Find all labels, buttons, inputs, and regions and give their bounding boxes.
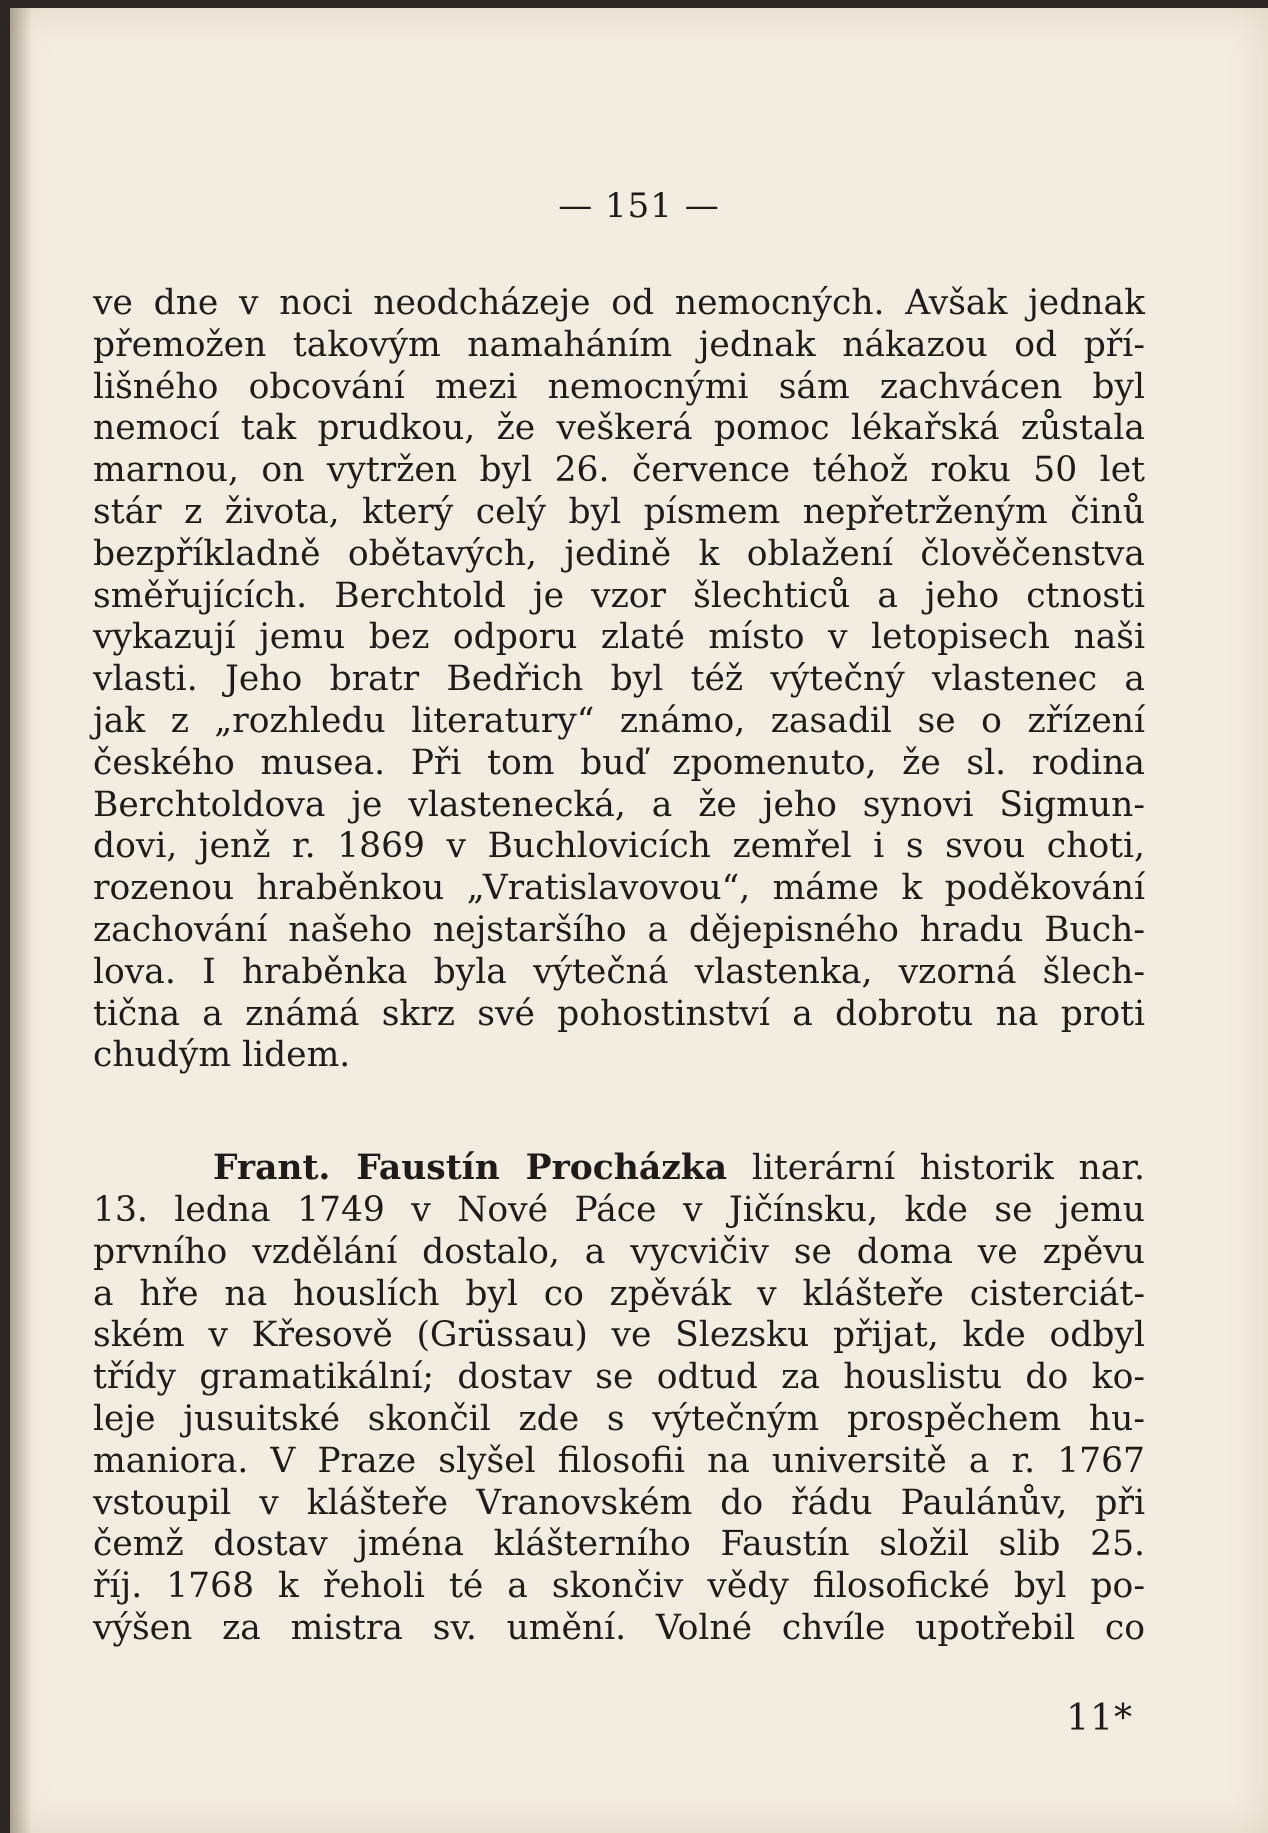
- text-line: chudým lidem.: [93, 1035, 351, 1076]
- text-line: lova. I hraběnka byla výtečná vlastenka, vzorná šlech-: [93, 951, 1145, 992]
- text-line: českého musea. Při tom buď zpomenuto, že sl. rodina: [93, 742, 1145, 783]
- text-line: lišného obcování mezi nemocnými sám zachvácen byl: [93, 366, 1145, 407]
- text-line: směřujících. Berchtold je vzor šlechticů a jeho ctnosti: [93, 575, 1145, 616]
- text-line: bezpříkladně obětavých, jedině k oblažení člověčenstva: [93, 533, 1145, 574]
- text-line: čemž dostav jména klášterního Faustín složil slib 25.: [93, 1524, 1145, 1565]
- text-line: výšen za mistra sv. umění. Volné chvíle upotřebil co: [93, 1607, 1145, 1648]
- text-line: ském v Křesově (Grüssau) ve Slezsku přijat, kde odbyl: [93, 1315, 1145, 1356]
- text-line-first: [93, 1148, 1145, 1190]
- text-line: prvního vzdělání dostalo, a vycvičiv se doma ve zpěvu: [93, 1231, 1145, 1272]
- signature-mark: 11*: [1066, 1698, 1133, 1739]
- text-line: vlasti. Jeho bratr Bedřich byl též výtečný vlastenec a: [93, 659, 1145, 700]
- text-line: jak z „rozhledu literatury“ známo, zasadil se o zřízení: [93, 700, 1145, 741]
- text-line: maniora. V Praze slyšel filosofii na universitě a r. 1767: [93, 1440, 1145, 1481]
- text-line: přemožen takovým namaháním jednak nákazou od pří-: [93, 324, 1145, 365]
- text-line: ve dne v noci neodcházeje od nemocných. Avšak jednak: [93, 283, 1145, 323]
- book-page: [10, 8, 1268, 1833]
- text-fragment: literární historik nar.: [727, 1148, 1145, 1189]
- text-line: vstoupil v klášteře Vranovském do řádu Paulánův, při: [93, 1482, 1145, 1523]
- text-line: tična a známá skrz své pohostinství a dobrotu na proti: [93, 993, 1145, 1034]
- person-name-heading: Frant. Faustín Procházka: [213, 1148, 728, 1189]
- text-line: nemocí tak prudkou, že veškerá pomoc lékařská zůstala: [93, 408, 1145, 449]
- text-line: zachování našeho nejstaršího a dějepisného hradu Buch-: [93, 909, 1145, 950]
- body-text: [93, 283, 1145, 1650]
- page-number: — 151 —: [558, 186, 720, 226]
- text-line: 13. ledna 1749 v Nové Páce v Jičínsku, kde se jemu: [93, 1189, 1145, 1230]
- paragraph-prochazka: [93, 1148, 1145, 1650]
- text-line: rozenou hraběnkou „Vratislavovou“, máme k poděkování: [93, 868, 1145, 909]
- text-line: dovi, jenž r. 1869 v Buchlovicích zemřel i s svou choti,: [93, 826, 1145, 867]
- text-line: stár z života, který celý byl písmem nepřetrženým činů: [93, 491, 1145, 532]
- text-line: a hře na houslích byl co zpěvák v klášteře cisterciát-: [93, 1273, 1145, 1314]
- text-line: leje jusuitské skončil zde s výtečným prospěchem hu-: [93, 1398, 1145, 1439]
- text-line: marnou, on vytržen byl 26. července téhož roku 50 let: [93, 450, 1145, 491]
- paragraph-berchtold: [93, 283, 1145, 1077]
- paragraph-gap: [93, 1077, 1145, 1148]
- text-line: vykazují jemu bez odporu zlaté místo v letopisech naši: [93, 617, 1145, 658]
- text-line: říj. 1768 k řeholi té a skončiv vědy filosofické byl po-: [93, 1566, 1145, 1607]
- text-line: třídy gramatikální; dostav se odtud za houslistu do ko-: [93, 1357, 1145, 1398]
- text-line: Berchtoldova je vlastenecká, a že jeho synovi Sigmun-: [93, 784, 1145, 825]
- page-gutter-shadow: [10, 8, 32, 1833]
